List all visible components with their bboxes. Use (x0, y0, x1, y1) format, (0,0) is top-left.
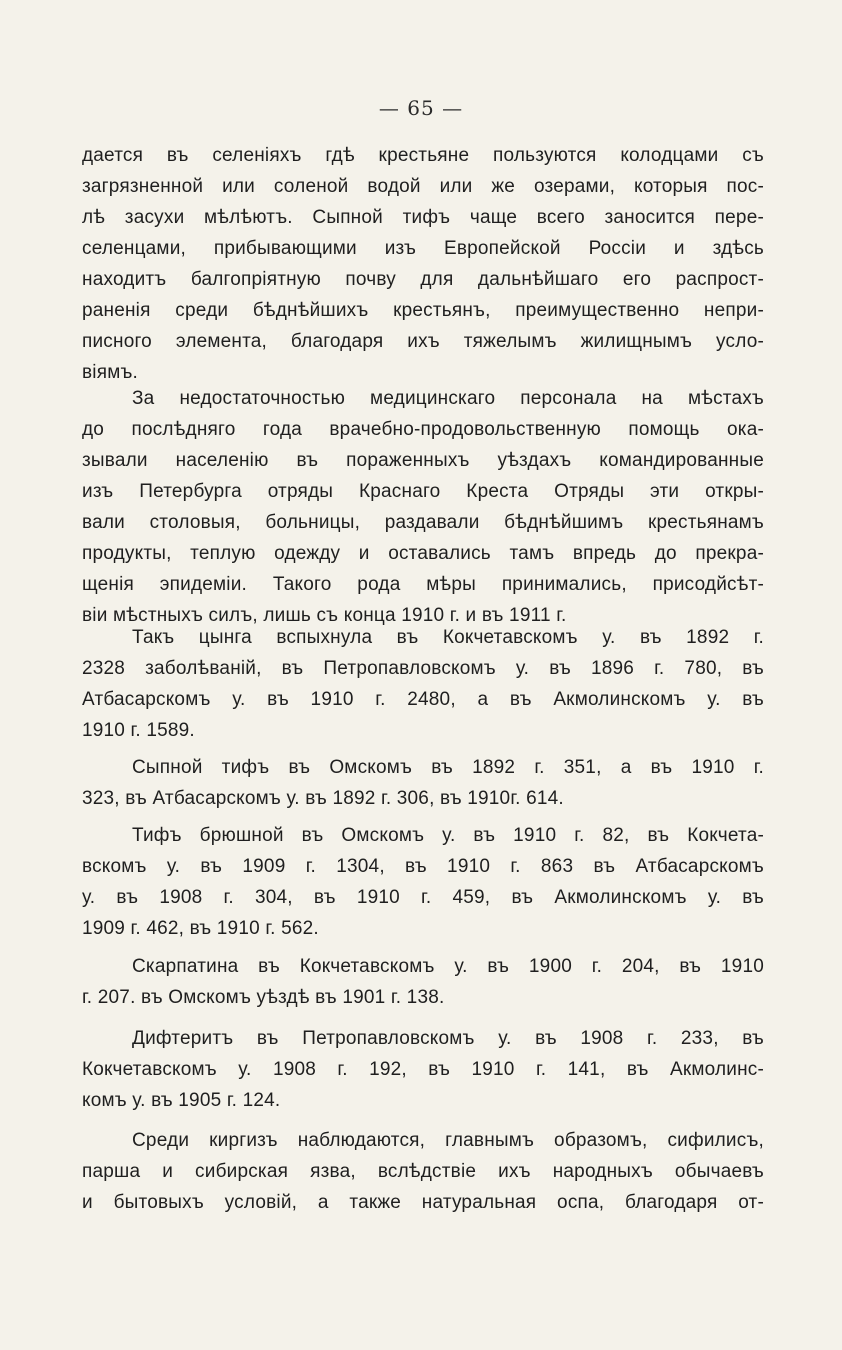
text-line: комъ у. въ 1905 г. 124. (82, 1090, 281, 1111)
paragraph (82, 383, 764, 631)
paragraph (82, 140, 764, 388)
text-line: дается въ селеніяхъ гдѣ крестьяне пользуются колодцами съ (82, 145, 764, 166)
text-line: 1910 г. 1589. (82, 720, 195, 741)
text-line: парша и сибирская язва, вслѣдствіе ихъ народныхъ обычаевъ (82, 1161, 764, 1182)
text-line: Скарпатина въ Кокчетавскомъ у. въ 1900 г. 204, въ 1910 (132, 956, 764, 977)
text-line: віямъ. (82, 362, 139, 383)
paragraph (82, 1125, 764, 1218)
text-line: загрязненной или соленой водой или же озерами, которыя пос- (82, 176, 764, 197)
text-line: Такъ цынга вспыхнула въ Кокчетавскомъ у. въ 1892 г. (132, 627, 764, 648)
text-line: 1909 г. 462, въ 1910 г. 562. (82, 918, 319, 939)
text-line: г. 207. въ Омскомъ уѣздѣ въ 1901 г. 138. (82, 987, 445, 1008)
text-line: вали столовыя, больницы, раздавали бѣднѣйшимъ крестьянамъ (82, 512, 764, 533)
paragraph (82, 752, 764, 814)
text-line: раненія среди бѣднѣйшихъ крестьянъ, преимущественно непри- (82, 300, 764, 321)
text-line: щенія эпидеміи. Такого рода мѣры принимались, присодйсѣт- (82, 574, 764, 595)
text-line: изъ Петербурга отряды Краснаго Креста Отряды эти откры- (82, 481, 764, 502)
text-line: зывали населенію въ пораженныхъ уѣздахъ командированные (82, 450, 764, 471)
text-line: Среди киргизъ наблюдаются, главнымъ образомъ, сифилисъ, (132, 1130, 764, 1151)
page-number: — 65 — (378, 96, 464, 120)
text-line: Кокчетавскомъ у. 1908 г. 192, въ 1910 г. 141, въ Акмолинс- (82, 1059, 764, 1080)
text-line: Дифтеритъ въ Петропавловскомъ у. въ 1908 г. 233, въ (132, 1028, 764, 1049)
text-line: лѣ засухи мѣлѣютъ. Сыпной тифъ чаще всего заносится пере- (82, 207, 764, 228)
paragraph (82, 951, 764, 1013)
text-line: Сыпной тифъ въ Омскомъ въ 1892 г. 351, а въ 1910 г. (132, 757, 764, 778)
text-line: писного элемента, благодаря ихъ тяжелымъ жилищнымъ усло- (82, 331, 764, 352)
paragraph (82, 622, 764, 746)
text-line: Тифъ брюшной въ Омскомъ у. въ 1910 г. 82, въ Кокчета- (132, 825, 764, 846)
text-line: За недостаточностью медицинскаго персонала на мѣстахъ (132, 388, 764, 409)
text-line: 323, въ Атбасарскомъ у. въ 1892 г. 306, въ 1910г. 614. (82, 788, 564, 809)
paragraph (82, 820, 764, 944)
text-line: находитъ балгопріятную почву для дальнѣйшаго его распрост- (82, 269, 764, 290)
text-line: и бытовыхъ условій, а также натуральная оспа, благодаря от- (82, 1192, 764, 1213)
text-line: у. въ 1908 г. 304, въ 1910 г. 459, въ Акмолинскомъ у. въ (82, 887, 764, 908)
text-line: 2328 заболѣваній, въ Петропавловскомъ у. въ 1896 г. 780, въ (82, 658, 764, 679)
paragraph (82, 1023, 764, 1116)
text-line: Атбасарскомъ у. въ 1910 г. 2480, а въ Акмолинскомъ у. въ (82, 689, 764, 710)
text-line: продукты, теплую одежду и оставались тамъ впредь до прекра- (82, 543, 764, 564)
text-line: до послѣдняго года врачебно-продовольственную помощь ока- (82, 419, 764, 440)
text-line: віи мѣстныхъ силъ, лишь съ конца 1910 г. и въ 1911 г. (82, 605, 567, 626)
text-line: вскомъ у. въ 1909 г. 1304, въ 1910 г. 863 въ Атбасарскомъ (82, 856, 764, 877)
text-line: селенцами, прибывающими изъ Европейской Россіи и здѣсь (82, 238, 764, 259)
